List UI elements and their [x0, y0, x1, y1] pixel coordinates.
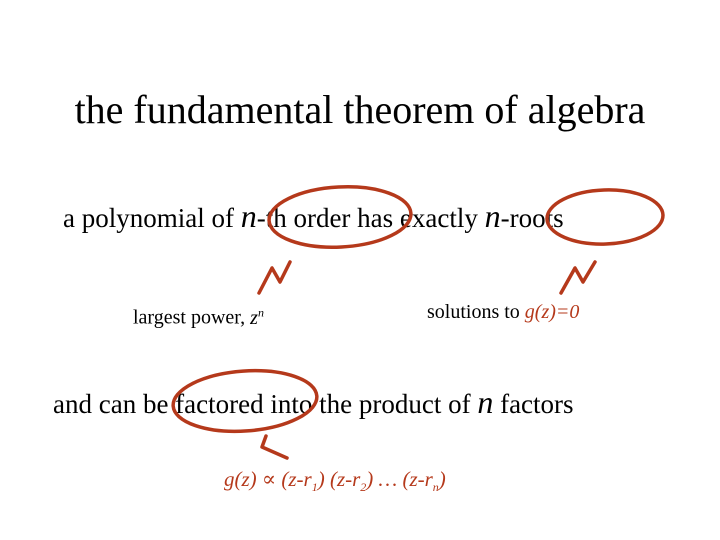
z-power: [250, 307, 264, 329]
statement-n-order: n: [240, 198, 257, 234]
formula-sub-1: 1: [311, 480, 318, 495]
polynomial-statement: [63, 198, 564, 236]
largest-power-text: largest power,: [133, 306, 251, 329]
z-exponent: n: [257, 305, 264, 319]
statement-middle: -th order has exactly: [256, 203, 485, 233]
circle-n-roots: [546, 188, 664, 246]
solutions-label: [427, 299, 579, 325]
hook-arrow: [262, 436, 287, 458]
solutions-equation: g(z)=0: [524, 301, 580, 323]
formula-part-4: ): [438, 467, 446, 491]
formula-part-3: ) … (z-r: [366, 467, 433, 491]
formula-part-1: g(z) ∝ (z-r: [224, 467, 312, 491]
statement-prefix: a polynomial of: [63, 203, 241, 233]
formula-sub-n: n: [432, 480, 439, 495]
largest-power-label: [133, 299, 264, 331]
factor-statement: [53, 384, 574, 422]
squiggle-arrow-left: [259, 262, 290, 293]
z-base: z: [250, 306, 258, 329]
factor-suffix: factors: [493, 389, 574, 419]
factored-formula: [224, 465, 446, 501]
formula-part-2: ) (z-r: [317, 467, 361, 491]
statement-n-roots: n: [484, 198, 501, 234]
formula-sub-2: 2: [360, 480, 367, 495]
factor-prefix: and can be factored into the product of: [53, 389, 478, 419]
factor-n: n: [477, 384, 494, 420]
solutions-text: solutions to: [427, 301, 525, 323]
statement-suffix: -roots: [500, 203, 564, 233]
slide-title: the fundamental theorem of algebra: [74, 87, 646, 132]
squiggle-arrow-right: [561, 262, 595, 293]
